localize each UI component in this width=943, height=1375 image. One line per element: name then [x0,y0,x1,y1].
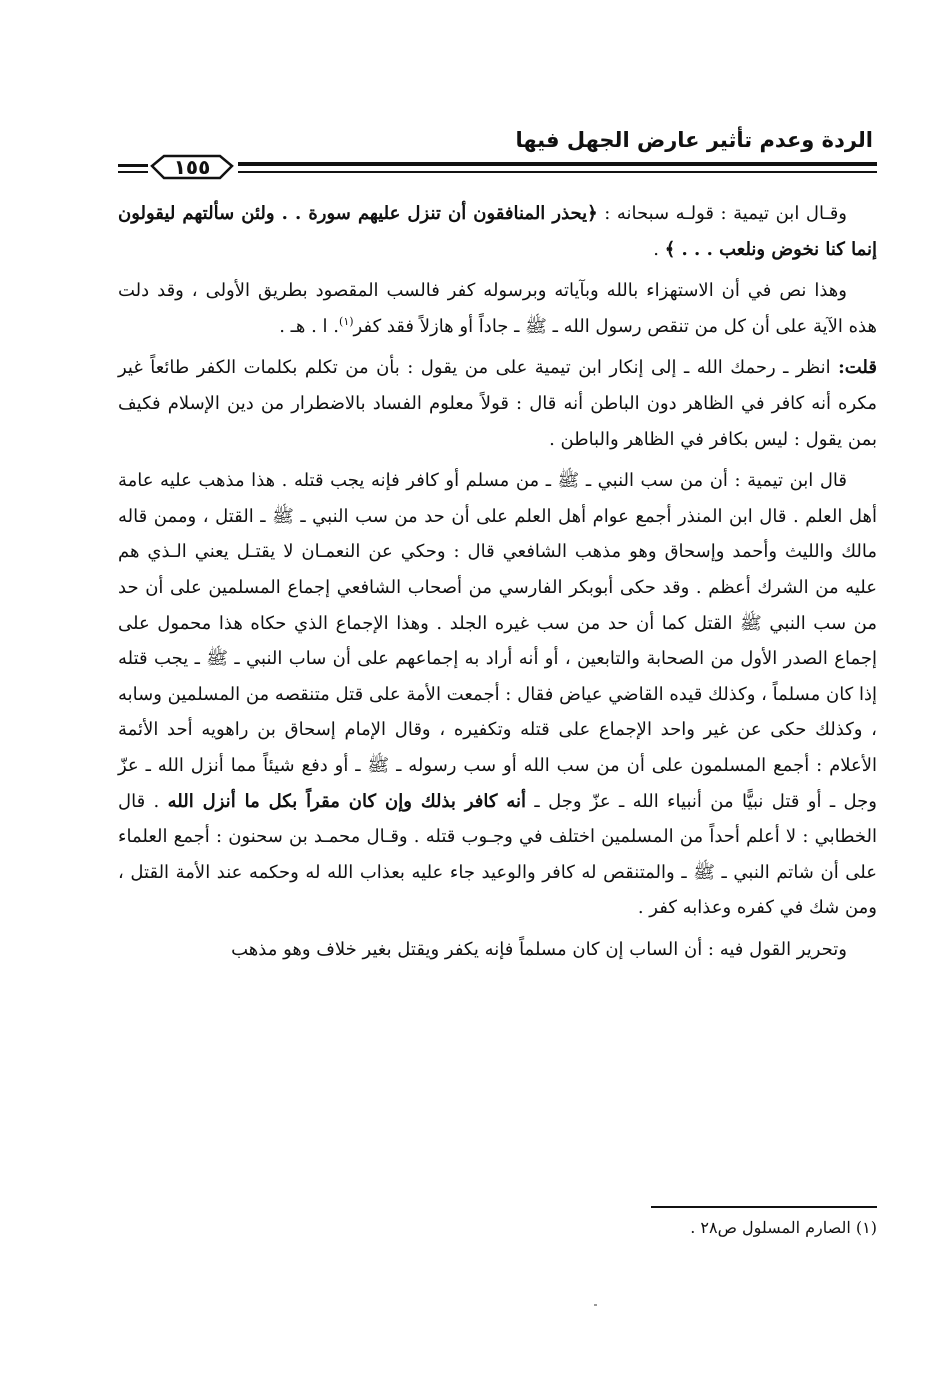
bold-text: ﴿يحذر المنافقون أن تنزل عليهم سورة . . ولئن سألتهم ليقولون إنما كنا نخوض ونلعب . . . ﴾ [118,203,877,260]
body-text [118,196,877,973]
text-run: . ا . هـ . [279,315,340,337]
text-run: وهذا نص في أن الاستهزاء بالله وبآياته وبرسوله كفر فالسب المقصود بطريق الأولى ، وقد دلت هذه الآية على أن كل من تنقص رسول الله ـ ﷺ ـ جاداً أو هازلاً فقد كفر [118,280,877,337]
bold-text: قلت: [838,357,877,379]
paragraph [118,273,877,344]
text-run: . [653,238,665,260]
paragraph [118,196,877,267]
page-number-ornament [150,152,234,182]
paragraph [118,463,877,926]
footnote: (١) الصارم المسلول ص٢٨ . [690,1218,877,1237]
text-run: قال ابن تيمية : أن من سب النبي ـ ﷺ ـ من مسلم أو كافر فإنه يجب قتله . هذا مذهب عليه عامة أهل العلم . قال ابن المنذر أجمع عوام أهل العلم على أن حد من سب النبي ـ ﷺ ـ القتل ، وممن قاله مالك والليث وأحمد وإسحاق وهو مذهب الشافعي قال : وحكي عن النعمـان لا يقتـل يعني الـذي هم عليه من الشرك أعظم . وقد حكى أبوبكر الفارسي من أصحاب الشافعي إجماع المسلمين على أن حد من سب النبي ﷺ القتل كما أن حد من سب غيره الجلد . وهذا الإجماع الذي حكاه هذا محمول على إجماع الصدر الأول من الصحابة والتابعين ، أو أنه أراد به إجماعهم على أن ساب النبي ـ ﷺ ـ يجب قتله إذا كان مسلماً ، وكذلك قيده القاضي عياض فقال : أجمعت الأمة على قتل متنقصه من المسلمين وسابه ، وكذلك حكى عن غير واحد الإجماع على قتله وتكفيره ، وقال الإمام إسحاق بن راهويه أحد الأئمة الأعلام : أجمع المسلمون على أن من سب الله أو سب رسوله ـ ﷺ ـ أو دفع شيئاً مما أنزل الله ـ عزّ وجل ـ أو قتل نبيًّا من أنبياء الله ـ عزّ وجل ـ [118,470,877,812]
paragraph [118,350,877,457]
running-title: الردة وعدم تأثير عارض الجهل فيها [515,128,873,152]
text-run: وقـال ابن تيمية : قولـه سبحانه : [597,203,847,224]
scan-mark [594,1304,597,1306]
paragraph [118,932,877,968]
header-rule-left-thick [118,164,148,167]
text-run: انظر ـ رحمك الله ـ إلى إنكار ابن تيمية على من يقول : بأن من تكلم بكلمات الكفر طائعاً غير مكره أنه كافر في الظاهر دون الباطن أنه قال : قولاً معلوم الفساد بالاضطرار من دين الإسلام فكيف بمن يقول : ليس بكافر في الظاهر والباطن . [118,357,877,450]
text-run: وتحرير القول فيه : أن الساب إن كان مسلماً فإنه يكفر ويقتل بغير خلاف وهو مذهب [231,938,847,960]
page-number: ١٥٥ [173,155,211,179]
text-run: . قال الخطابي : لا أعلم أحداً من المسلمين اختلف في وجـوب قتله . وقـال محمـد بن سحنون : أجمع العلماء على أن شاتم النبي ـ ﷺ ـ والمتنقص له كافر والوعيد جاء عليه بعذاب الله له وحكمه عند الأمة القتل ، ومن شك في كفره وعذابه كفر . [118,790,877,919]
footnote-marker: (١) [339,314,354,328]
bold-text: أنه كافر بذلك وإن كان مقراً بكل ما أنزل الله [167,790,527,812]
footnote-separator [651,1206,877,1208]
header-rule-thick [238,162,877,166]
header-rule-thin [238,171,877,173]
header-rule-left-thin [118,171,148,173]
